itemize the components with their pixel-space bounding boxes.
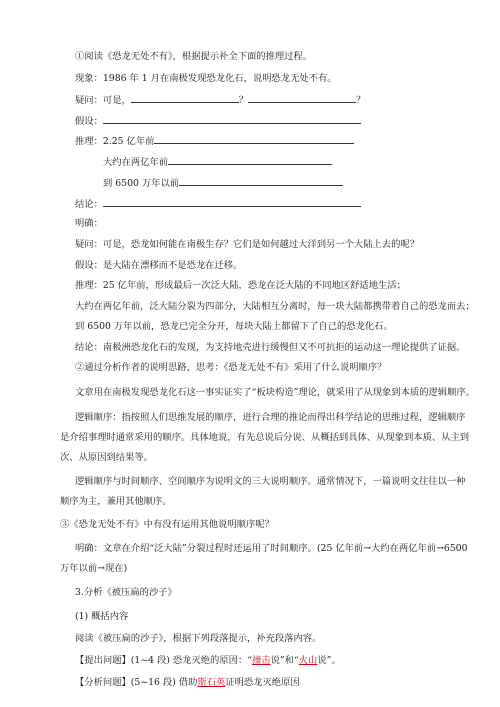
answer-blank[interactable] [179, 176, 343, 186]
text-line: 大约在两亿年前，泛大陆分裂为四部分，大陆相互分离时，每一块大陆都携带着自己的恐龙而去； [75, 301, 475, 312]
question-line: 疑问：可是， ？ ？ [75, 95, 366, 106]
answer-highlight: 撞击 [252, 655, 271, 666]
text-line: 次、从原因到结果等。 [60, 452, 153, 463]
section-heading: 3.分析《被压扁的沙子》 [75, 587, 177, 598]
text-line: 到 6500 万年以前，恐龙已完全分开，每块大陆上都留下了自己的恐龙化石。 [75, 321, 393, 332]
answer-blank[interactable] [103, 114, 361, 124]
text-line: ②通过分析作者的说明思路，思考：《恐龙无处不有》采用了什么说明顺序？ [75, 362, 387, 373]
text-line: 逻辑顺序：指按照人们思维发展的顺序，进行合理的推论而得出科学结论的思维过程，逻辑顺序 [75, 412, 466, 423]
text-line: 文章用在南极发现恐龙化石这一事实证实了“板块构造”理论，就采用了从现象到本质的逻辑顺序。 [75, 387, 475, 398]
answer-blank[interactable] [154, 134, 354, 144]
text-line: 顺序为主，兼用其他顺序。 [60, 496, 172, 507]
text-line: 假设：是大陆在漂移而不是恐龙在迁移。 [75, 260, 243, 271]
text-line: 结论：南极洲恐龙化石的发现，为支持地壳进行缓慢但又不可抗拒的运动这一理论提供了证据。 [75, 342, 466, 353]
text-line: ①阅读《恐龙无处不有》，根据提示补全下面的推理过程。 [75, 51, 313, 62]
text-line: 是介绍事理时通常采用的顺序。具体地说，有先总说后分说、从概括到具体、从现象到本质、从主到 [60, 432, 470, 443]
text-line: 疑问：可是，恐龙如何能在南极生存？它们是如何越过大洋到另一个大陆上去的呢？ [75, 239, 419, 250]
answer-highlight: 斯石英 [197, 677, 226, 688]
reasoning-line: 到 6500 万年以前 [103, 176, 500, 190]
text-line: 现象：1986 年 1 月在南极发现恐龙化石，说明恐龙无处不有。 [75, 73, 337, 84]
reasoning-line: 大约在两亿年前 [103, 155, 500, 169]
hypothesis-line: 假设： [75, 114, 500, 128]
text-line: 明确： [75, 218, 103, 229]
text-line: 逻辑顺序与时间顺序、空间顺序为说明文的三大说明顺序。通常情况下，一篇说明文往往以一种 [75, 476, 466, 487]
answer-blank[interactable] [248, 93, 356, 103]
answer-blank[interactable] [103, 197, 361, 207]
text-line: 明确：文章在介绍“泛大陆”分裂过程时还运用了时间顺序。(25 亿年前→大约在两亿年前→6500 [75, 543, 468, 554]
answer-blank[interactable] [168, 155, 332, 165]
answer-blank[interactable] [131, 93, 239, 103]
conclusion-line: 结论： [75, 197, 500, 211]
text-line: 推理：25 亿年前，形成最后一次泛大陆，恐龙在泛大陆的不同地区舒适地生活； [75, 280, 406, 291]
reasoning-line: 推理：2.25 亿年前 [75, 134, 500, 148]
text-line: 万年以前→现在) [60, 563, 128, 574]
text-line: ③《恐龙无处不有》中有没有运用其他说明顺序呢？ [60, 519, 274, 530]
text-line: 【分析问题】(5~16 段) 借助斯石英证明恐龙灭绝原因 [75, 677, 300, 688]
answer-highlight: 火山 [298, 655, 318, 666]
text-line: 【提出问题】(1~4 段) 恐龙灭绝的原因：“撞击说”和“火山说”。 [75, 655, 341, 666]
text-line: 阅读《被压扁的沙子》，根据下列段落提示，补充段落内容。 [75, 633, 322, 644]
subsection-heading: (1) 概括内容 [75, 611, 129, 622]
